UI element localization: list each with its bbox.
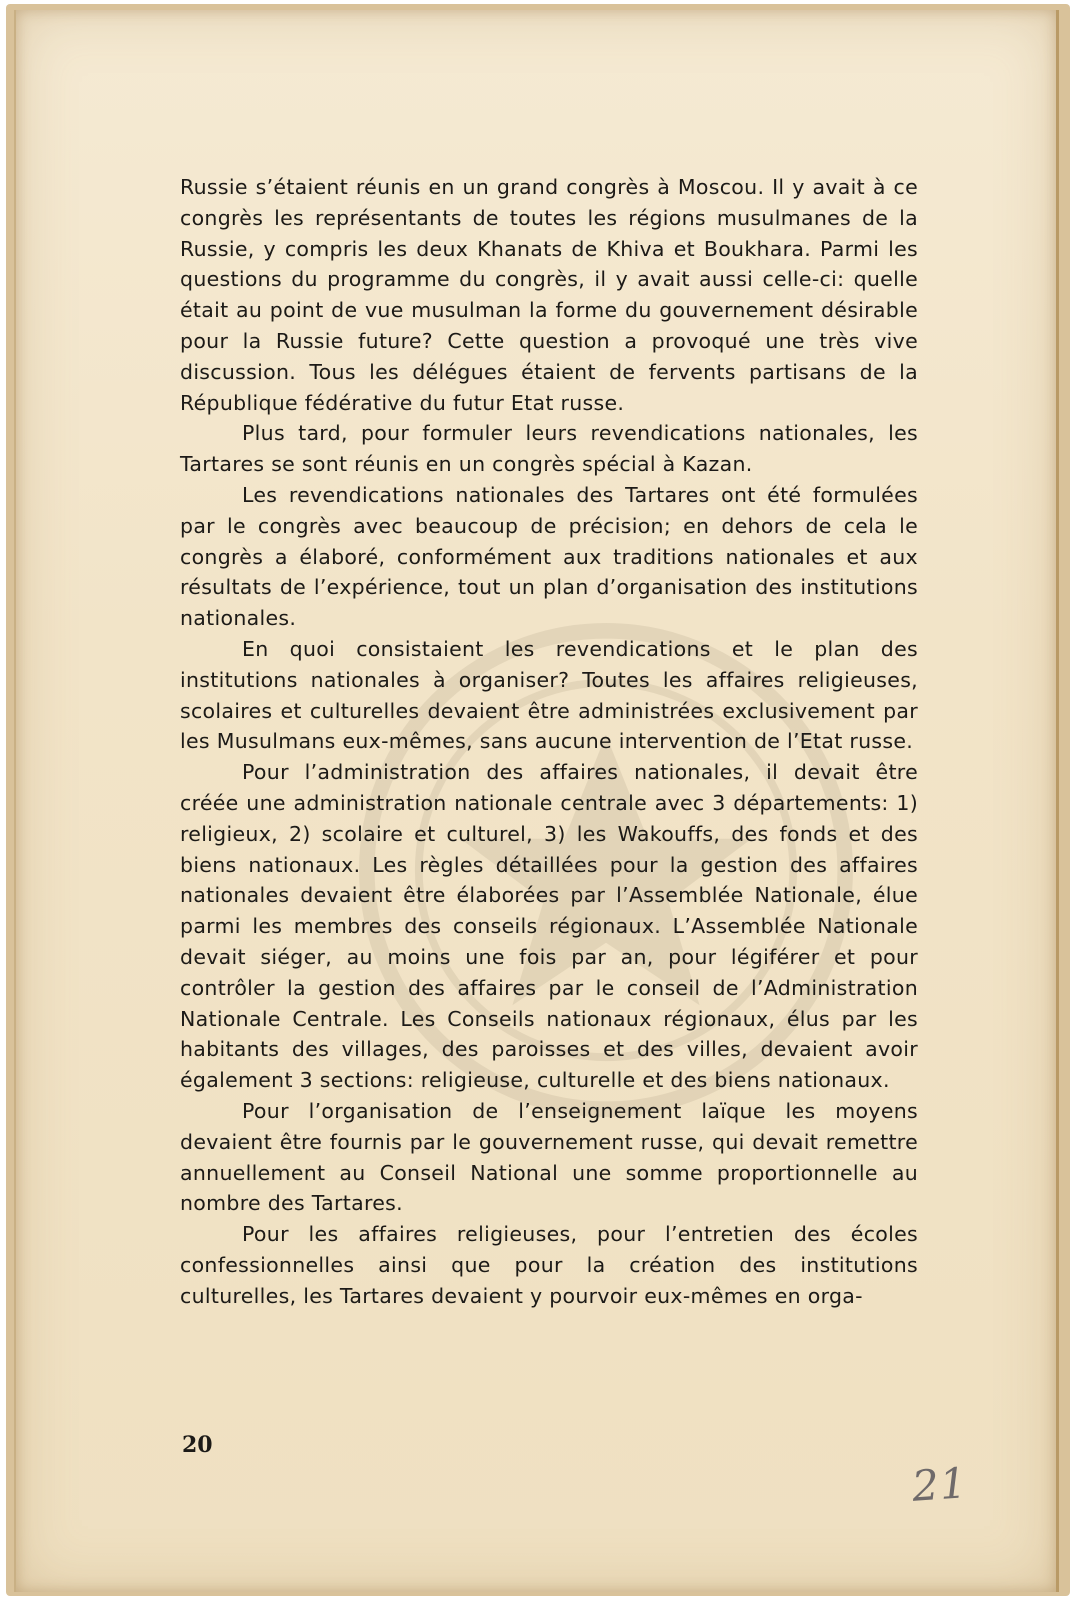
paragraph-5: Pour l’administration des affaires nationales, il devait être créée une administration nationale centrale avec 3 départements: 1) religieux, 2) scolaire et culturel, 3) les Wakouffs, des fonds et des biens nationaux. Les règles détaillées pour la gestion des affaires nationales devaient être élaborées par l’Assemblée Nationale, élue parmi les membres des conseils régionaux. L’Assemblée Nationale devait siéger, au moins une fois par an, pour légiférer et pour contrôler la gestion des affaires par le conseil de l’Administration Nationale Centrale. Les Conseils nationaux régionaux, élus par les habitants des villages, des paroisses et des villes, devaient avoir également 3 sections: religieuse, culturelle et des biens nationaux.: [180, 760, 918, 1093]
paragraph-4: En quoi consistaient les revendications et le plan des institutions nationales à organiser? Toutes les affaires religieuses, scolaires et culturelles devaient être administrées exclusivement par les Musulmans eux-mêmes, sans aucune intervention de l’Etat russe.: [180, 636, 918, 754]
paragraph-6: Pour l’organisation de l’enseignement laïque les moyens devaient être fournis par le gouvernement russe, qui devait remettre annuellement au Conseil National une somme proportionnelle au nombre des Tartares.: [180, 1098, 918, 1216]
page-number: 20: [182, 1432, 213, 1458]
paragraph-3: Les revendications nationales des Tartares ont été formulées par le congrès avec beaucoup de précision; en dehors de cela le congrès a élaboré, conformément aux traditions nationales et aux résultats de l’expérience, tout un plan d’organisation des institutions nationales.: [180, 482, 918, 631]
page-body-text: [180, 172, 918, 1311]
paragraph-1: Russie s’étaient réunis en un grand congrès à Moscou. Il y avait à ce congrès les représentants de toutes les régions musulmanes de la Russie, y compris les deux Khanats de Khiva et Boukhara. Parmi les questions du programme du congrès, il y avait aussi celle-ci: quelle était au point de vue musulman la forme du gouvernement désirable pour la Russie future? Cette question a provoqué une très vive discussion. Tous les délégues étaient de fervents partisans de la République fédérative du futur Etat russe.: [180, 175, 918, 415]
paragraph-2: Plus tard, pour formuler leurs revendications nationales, les Tartares se sont réunis en un congrès spécial à Kazan.: [180, 421, 918, 477]
handwritten-archive-number: 21: [910, 1458, 970, 1511]
paragraph-7: Pour les affaires religieuses, pour l’entretien des écoles confessionnelles ainsi que pour la création des institutions culturelles, les Tartares devaient y pourvoir eux-mêmes en orga-: [180, 1222, 918, 1308]
